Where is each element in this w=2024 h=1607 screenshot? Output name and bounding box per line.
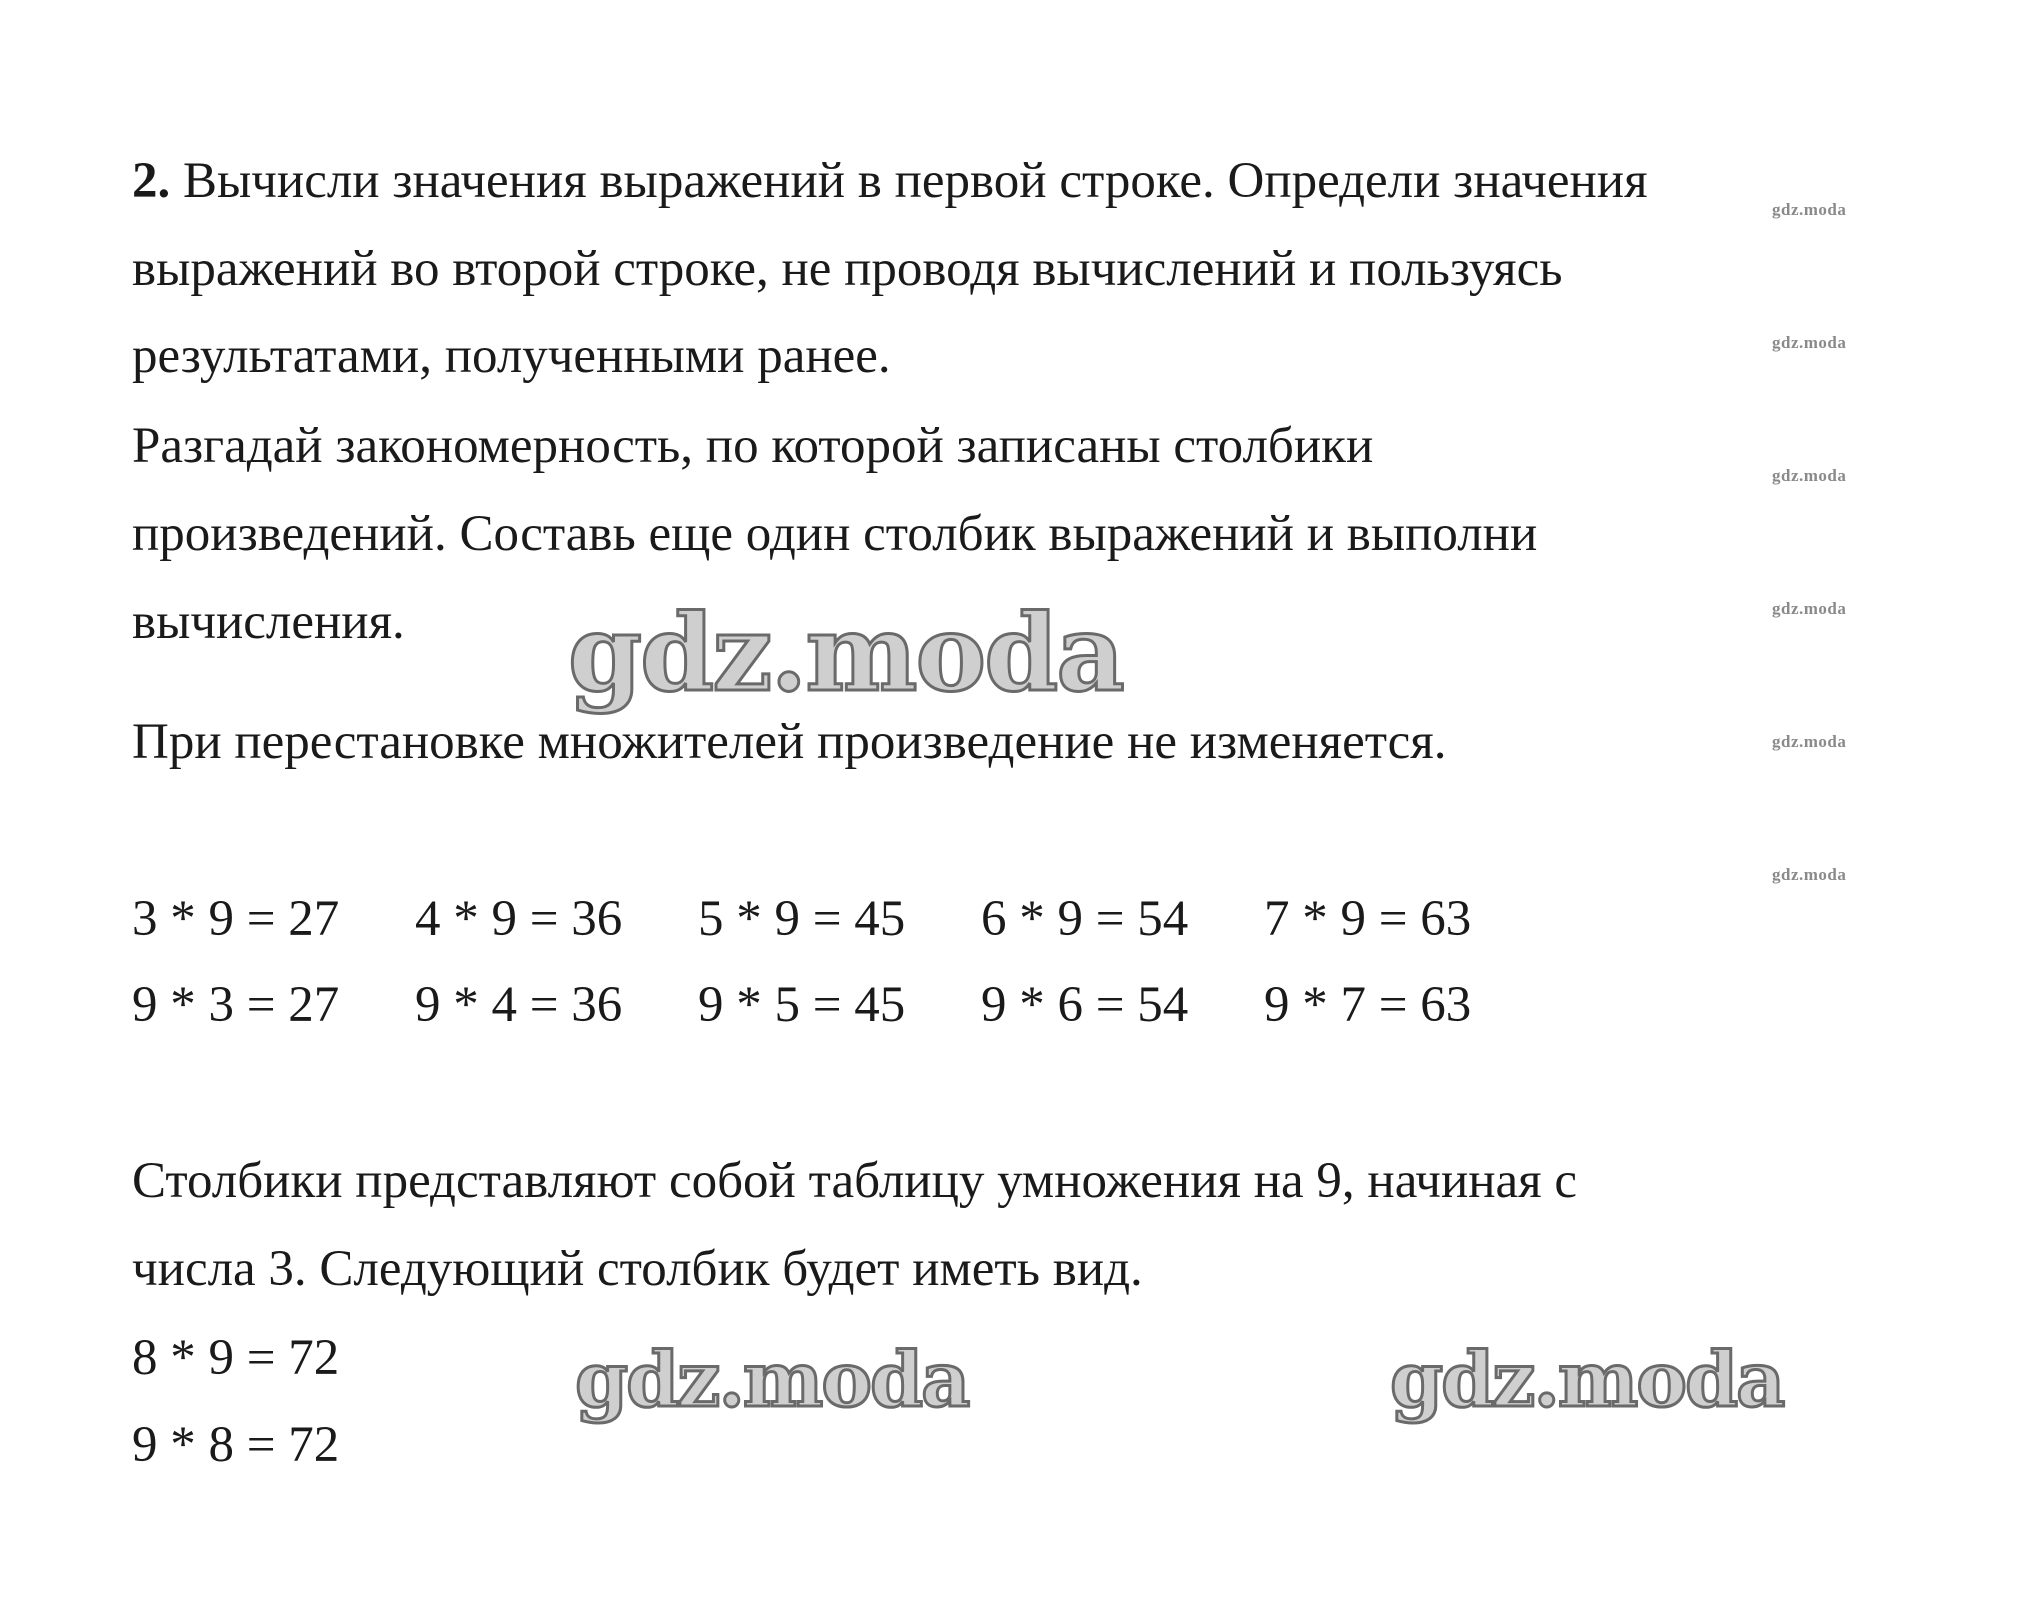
equation: 5 * 9 = 45 bbox=[698, 891, 906, 947]
watermark-small: gdz.moda bbox=[1772, 333, 1847, 352]
watermark-small: gdz.moda bbox=[1772, 466, 1847, 485]
watermark-small: gdz.moda bbox=[1772, 732, 1847, 751]
task-text-line-2: выражений во второй строке, не проводя вычислений и пользуясь bbox=[132, 241, 1563, 297]
equation: 3 * 9 = 27 bbox=[132, 891, 340, 947]
watermark-small: gdz.moda bbox=[1772, 200, 1847, 219]
equation: 9 * 7 = 63 bbox=[1264, 977, 1472, 1033]
task-text-line-6: вычисления. bbox=[132, 594, 405, 650]
task-text-line-5: произведений. Составь еще один столбик выражений и выполни bbox=[132, 506, 1538, 562]
equation: 6 * 9 = 54 bbox=[981, 891, 1189, 947]
equation: 9 * 3 = 27 bbox=[132, 977, 340, 1033]
watermark-large: gdz.moda bbox=[568, 590, 1123, 715]
watermark-large: gdz.moda bbox=[1390, 1335, 1784, 1424]
next-equation-1: 8 * 9 = 72 bbox=[132, 1330, 340, 1386]
watermark-small: gdz.moda bbox=[1772, 599, 1847, 618]
explanation-line-2: числа 3. Следующий столбик будет иметь вид. bbox=[132, 1241, 1143, 1297]
task-text-line-3: результатами, полученными ранее. bbox=[132, 328, 891, 384]
equation: 9 * 4 = 36 bbox=[415, 977, 623, 1033]
equation: 4 * 9 = 36 bbox=[415, 891, 623, 947]
equation: 9 * 5 = 45 bbox=[698, 977, 906, 1033]
task-line-1 bbox=[132, 151, 1648, 211]
task-text-line-4: Разгадай закономерность, по которой записаны столбики bbox=[132, 418, 1374, 474]
watermark-large: gdz.moda bbox=[575, 1335, 969, 1424]
explanation-line-1: Столбики представляют собой таблицу умножения на 9, начиная с bbox=[132, 1153, 1578, 1209]
equation: 7 * 9 = 63 bbox=[1264, 891, 1472, 947]
watermark-small: gdz.moda bbox=[1772, 865, 1847, 884]
next-equation-2: 9 * 8 = 72 bbox=[132, 1417, 340, 1473]
task-number: 2. bbox=[132, 153, 171, 209]
rule-text: При перестановке множителей произведение не изменяется. bbox=[132, 714, 1447, 770]
task-text-line-1: Вычисли значения выражений в первой строке. Определи значения bbox=[183, 153, 1648, 209]
equation: 9 * 6 = 54 bbox=[981, 977, 1189, 1033]
